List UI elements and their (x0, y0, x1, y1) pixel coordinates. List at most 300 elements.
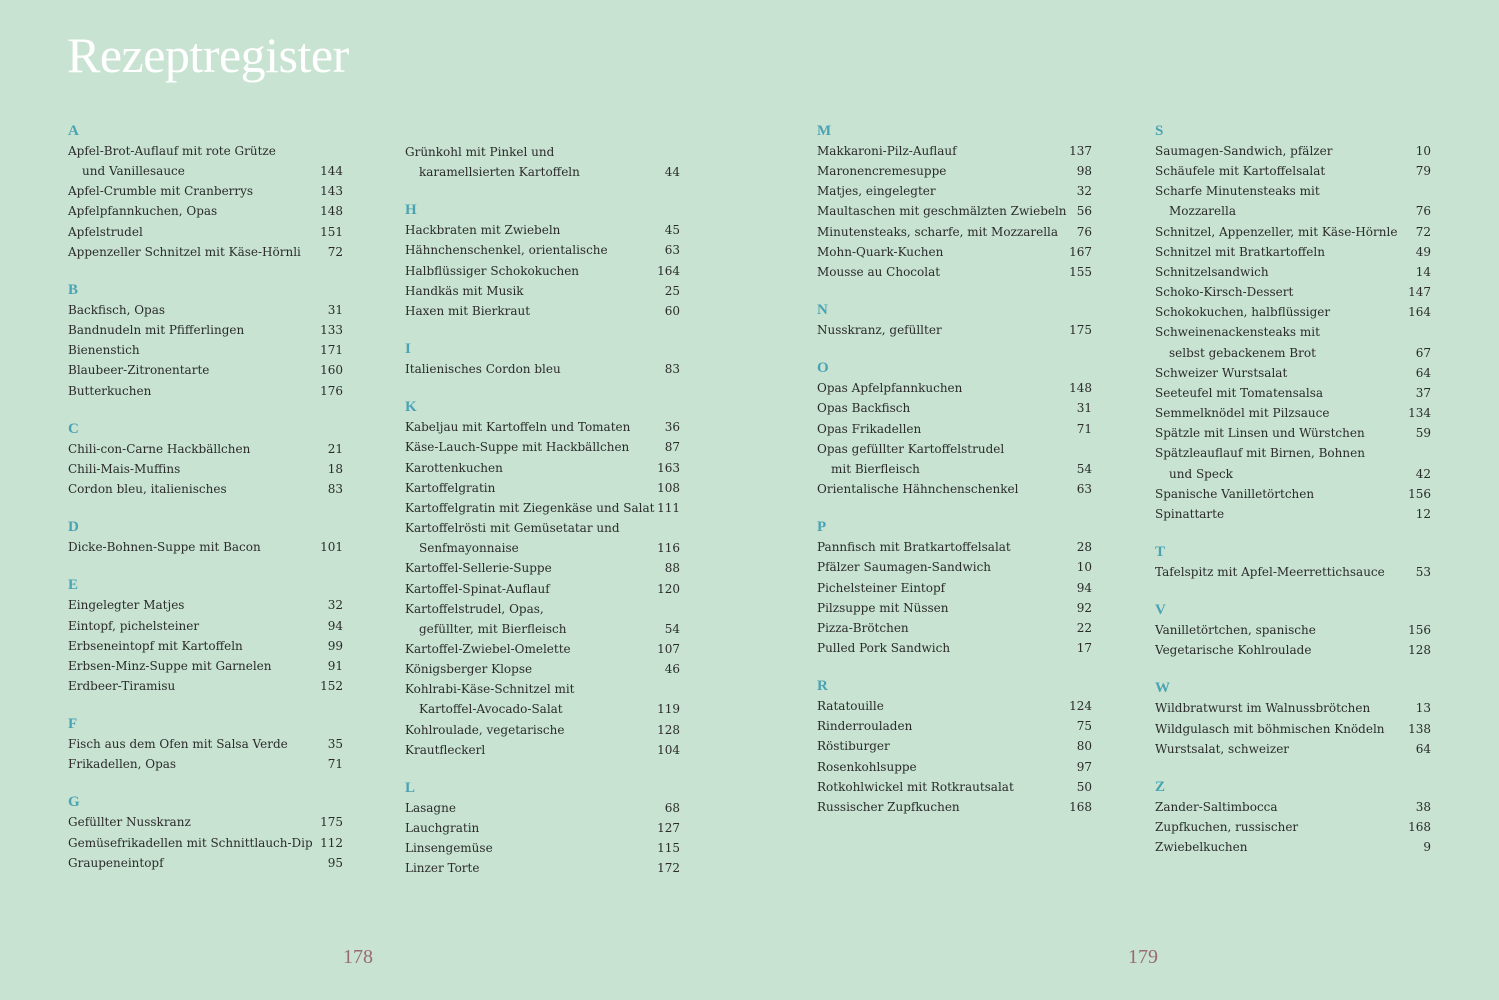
recipe-name: Hackbraten mit Zwiebeln (405, 223, 561, 238)
index-section (1155, 777, 1431, 857)
index-entry (1155, 719, 1431, 739)
recipe-name: Schweinenackensteaks mit (1155, 325, 1320, 340)
recipe-name: Kartoffelgratin mit Ziegenkäse und Salat (405, 500, 655, 515)
recipe-name-continued: Senfmayonnaise (419, 541, 519, 556)
page-reference: 83 (327, 482, 343, 497)
page-reference: 156 (1408, 623, 1431, 638)
recipe-name: Kartoffelstrudel, Opas, (405, 601, 544, 616)
page-reference: 72 (1415, 224, 1431, 239)
page-reference: 79 (1415, 164, 1431, 179)
recipe-name: Kartoffel-Sellerie-Suppe (405, 561, 552, 576)
index-entry (405, 858, 680, 878)
index-entry (405, 359, 680, 379)
index-entry (405, 558, 680, 578)
index-entry (68, 381, 343, 401)
index-entry (68, 853, 343, 873)
recipe-name: Kartoffel-Zwiebel-Omelette (405, 641, 571, 656)
recipe-name: Karottenkuchen (405, 460, 503, 475)
index-entry (1155, 282, 1431, 302)
index-entry (1155, 363, 1431, 383)
recipe-name: Schweizer Wurstsalat (1155, 365, 1288, 380)
page-reference: 164 (1408, 305, 1431, 320)
index-entry (68, 734, 343, 754)
recipe-name: Erbsen-Minz-Suppe mit Garnelen (68, 658, 272, 673)
index-entry (1155, 141, 1431, 161)
index-section (68, 575, 343, 696)
page-reference: 91 (327, 658, 343, 673)
recipe-name: Lasagne (405, 800, 456, 815)
index-entry (68, 459, 343, 479)
page-reference: 10 (1076, 560, 1092, 575)
index-entry (817, 419, 1092, 439)
page-reference: 13 (1415, 701, 1431, 716)
recipe-name: Pulled Pork Sandwich (817, 640, 951, 655)
recipe-name: Backfisch, Opas (68, 302, 166, 317)
page-title: Rezeptregister (67, 27, 349, 83)
index-entry (1155, 262, 1431, 282)
page-reference: 127 (657, 821, 680, 836)
recipe-name: Grünkohl mit Pinkel und (405, 145, 555, 159)
index-entry (405, 261, 680, 281)
page-reference: 42 (1415, 466, 1431, 481)
page-reference: 171 (320, 343, 343, 358)
page-reference: 147 (1408, 285, 1431, 300)
index-section (68, 280, 343, 401)
page-reference: 144 (320, 164, 343, 179)
recipe-name: Bandnudeln mit Pfifferlingen (68, 323, 245, 338)
page-reference: 54 (664, 621, 680, 636)
recipe-name: Linsengemüse (405, 841, 493, 856)
section-letter: V (1155, 602, 1166, 619)
recipe-name: Apfel-Crumble mit Cranberrys (68, 184, 254, 199)
recipe-name: Wildgulasch mit böhmischen Knödeln (1155, 721, 1385, 736)
recipe-name: Spätzleauflauf mit Birnen, Bohnen (1155, 446, 1365, 461)
section-letter: L (405, 779, 416, 796)
recipe-name: Kabeljau mit Kartoffeln und Tomaten (405, 420, 631, 435)
recipe-name: Russischer Zupfkuchen (817, 799, 960, 814)
page-reference: 133 (320, 323, 343, 338)
section-letter: E (68, 577, 79, 594)
index-entry (68, 340, 343, 360)
page-reference: 83 (664, 362, 680, 377)
page-reference: 36 (664, 420, 680, 435)
section-letter: M (817, 123, 832, 139)
recipe-name: Pizza-Brötchen (817, 620, 909, 635)
page-reference: 68 (664, 800, 680, 815)
page-reference: 25 (664, 283, 680, 298)
index-section (405, 397, 680, 760)
recipe-name: Spätzle mit Linsen und Würstchen (1155, 426, 1365, 441)
recipe-name: Opas Frikadellen (817, 421, 922, 436)
page-reference: 120 (657, 581, 680, 596)
recipe-name: Vanilletörtchen, spanische (1155, 623, 1316, 638)
page-reference: 175 (1069, 323, 1092, 338)
index-section (1155, 678, 1431, 758)
page-number-right: 179 (1128, 946, 1158, 968)
index-entry (817, 797, 1092, 817)
recipe-name: Zupfkuchen, russischer (1155, 820, 1299, 835)
recipe-name: Linzer Torte (405, 861, 480, 876)
page-reference: 94 (327, 618, 343, 633)
page-reference: 37 (1415, 385, 1431, 400)
recipe-name-continued: gefüllter, mit Bierfleisch (419, 621, 567, 636)
recipe-name: Eingelegter Matjes (68, 598, 185, 613)
recipe-name: Eintopf, pichelsteiner (68, 618, 200, 633)
index-entry (405, 437, 680, 457)
page-reference: 164 (657, 263, 680, 278)
page-reference: 75 (1076, 719, 1092, 734)
section-letter: A (68, 123, 79, 139)
index-entry (1155, 403, 1431, 423)
index-section (405, 339, 680, 379)
page-reference: 134 (1408, 406, 1431, 421)
recipe-name: Handkäs mit Musik (405, 283, 524, 298)
index-section (1155, 121, 1431, 524)
index-entry (817, 161, 1092, 181)
index-entry (68, 754, 343, 774)
index-entry (405, 518, 680, 558)
recipe-name: Zwiebelkuchen (1155, 840, 1248, 855)
index-entry (817, 439, 1092, 479)
page-reference: 112 (320, 835, 343, 850)
index-entry (817, 479, 1092, 499)
index-entry (405, 818, 680, 838)
index-section (817, 121, 1092, 282)
section-letter: C (68, 420, 79, 437)
index-entry (68, 833, 343, 853)
index-entry (68, 656, 343, 676)
page-reference: 14 (1415, 264, 1431, 279)
page-reference: 64 (1415, 741, 1431, 756)
index-entry (817, 736, 1092, 756)
index-entry (405, 639, 680, 659)
recipe-name: Pilzsuppe mit Nüssen (817, 600, 949, 615)
index-entry (405, 740, 680, 760)
index-entry (405, 301, 680, 321)
page-number-left: 178 (343, 946, 373, 968)
recipe-name: Lauchgratin (405, 821, 480, 836)
recipe-name: Maultaschen mit geschmälzten Zwiebeln (817, 204, 1067, 219)
section-letter: H (405, 202, 417, 219)
recipe-name: Schäufele mit Kartoffelsalat (1155, 164, 1326, 179)
index-entry (405, 478, 680, 498)
index-entry (405, 579, 680, 599)
recipe-name: Ratatouille (817, 699, 884, 714)
recipe-name: Chili-Mais-Muffins (68, 461, 181, 476)
index-entry (1155, 322, 1431, 362)
page-reference: 167 (1069, 244, 1092, 259)
recipe-name: Schnitzel mit Bratkartoffeln (1155, 244, 1325, 259)
page-reference: 60 (664, 303, 680, 318)
section-letter: S (1155, 123, 1164, 139)
page-reference: 50 (1076, 779, 1092, 794)
index-entry (68, 676, 343, 696)
recipe-name-continued: karamellsierten Kartoffeln (419, 165, 580, 180)
recipe-name: Vegetarische Kohlroulade (1155, 643, 1312, 658)
section-letter: O (817, 360, 829, 377)
index-entry (68, 360, 343, 380)
page-reference: 94 (1076, 580, 1092, 595)
index-entry (68, 201, 343, 221)
index-entry (68, 636, 343, 656)
recipe-name: Schnitzel, Appenzeller, mit Käse-Hörnle (1155, 224, 1398, 239)
index-section (68, 714, 343, 774)
index-entry (405, 838, 680, 858)
page-reference: 12 (1415, 506, 1431, 521)
index-section (405, 142, 680, 182)
recipe-name: Saumagen-Sandwich, pfälzer (1155, 144, 1333, 158)
recipe-name: Zander-Saltimbocca (1155, 799, 1278, 814)
recipe-name: Appenzeller Schnitzel mit Käse-Hörnli (68, 244, 301, 259)
recipe-name: Cordon bleu, italienisches (68, 482, 227, 497)
index-entry (817, 320, 1092, 340)
page-reference: 148 (320, 204, 343, 219)
recipe-name: Opas Backfisch (817, 401, 911, 416)
page-reference: 148 (1069, 381, 1092, 396)
page-reference: 172 (657, 861, 680, 876)
recipe-name: Semmelknödel mit Pilzsauce (1155, 406, 1330, 421)
page-reference: 168 (1069, 799, 1092, 814)
recipe-name-continued: Kartoffel-Avocado-Salat (419, 702, 563, 717)
page-reference: 143 (320, 184, 343, 199)
index-entry (1155, 484, 1431, 504)
index-entry (68, 812, 343, 832)
page-reference: 10 (1415, 144, 1431, 158)
recipe-name: Erdbeer-Tiramisu (68, 678, 176, 693)
section-letter: B (68, 281, 79, 298)
section-letter: K (405, 399, 417, 416)
recipe-name: Opas Apfelpfannkuchen (817, 381, 963, 396)
section-letter: D (68, 519, 79, 536)
recipe-name: Graupeneintopf (68, 855, 164, 870)
page-reference: 155 (1069, 264, 1092, 279)
page-reference: 38 (1415, 799, 1431, 814)
page-reference: 137 (1069, 144, 1092, 158)
index-section (68, 517, 343, 557)
index-column-3 (817, 121, 1092, 835)
page-reference: 54 (1076, 461, 1092, 476)
section-letter: R (817, 678, 828, 695)
recipe-name: Fisch aus dem Ofen mit Salsa Verde (68, 737, 288, 752)
page-reference: 175 (320, 815, 343, 830)
page-reference: 87 (664, 440, 680, 455)
recipe-name: Chili-con-Carne Hackbällchen (68, 441, 251, 456)
index-entry (405, 240, 680, 260)
page-reference: 116 (657, 541, 680, 556)
index-entry (817, 557, 1092, 577)
index-section (817, 358, 1092, 499)
index-entry (1155, 443, 1431, 483)
recipe-name: Orientalische Hähnchenschenkel (817, 482, 1019, 497)
recipe-name: Mousse au Chocolat (817, 264, 941, 279)
index-entry (817, 537, 1092, 557)
recipe-name: Scharfe Minutensteaks mit (1155, 184, 1320, 199)
index-entry (817, 378, 1092, 398)
recipe-name: Pannfisch mit Bratkartoffelsalat (817, 540, 1011, 555)
page-reference: 32 (327, 598, 343, 613)
recipe-name: Käse-Lauch-Suppe mit Hackbällchen (405, 440, 630, 455)
index-entry (817, 777, 1092, 797)
page-reference: 99 (327, 638, 343, 653)
page-reference: 71 (1076, 421, 1092, 436)
recipe-name: Schoko-Kirsch-Dessert (1155, 285, 1294, 300)
page-reference: 95 (327, 855, 343, 870)
recipe-name: Gefüllter Nusskranz (68, 815, 191, 830)
recipe-name: Maronencremesuppe (817, 164, 947, 179)
recipe-name: Spinattarte (1155, 506, 1225, 521)
section-letter: P (817, 519, 827, 536)
recipe-name: Gemüsefrikadellen mit Schnittlauch-Dip (68, 835, 313, 850)
index-entry (817, 578, 1092, 598)
index-entry (817, 242, 1092, 262)
recipe-name-continued: und Vanillesauce (82, 164, 185, 179)
recipe-name: Italienisches Cordon bleu (405, 362, 561, 377)
index-entry (405, 220, 680, 240)
recipe-name: Rotkohlwickel mit Rotkrautsalat (817, 779, 1014, 794)
recipe-name: Erbseneintopf mit Kartoffeln (68, 638, 243, 653)
index-entry (405, 599, 680, 639)
index-entry (1155, 302, 1431, 322)
index-entry (817, 398, 1092, 418)
page-reference: 111 (657, 500, 680, 515)
recipe-name: Röstiburger (817, 739, 890, 754)
page-reference: 44 (664, 165, 680, 180)
index-entry (1155, 222, 1431, 242)
recipe-name: Apfel-Brot-Auflauf mit rote Grütze (68, 144, 276, 158)
recipe-name: Kohlroulade, vegetarische (405, 722, 565, 737)
page-reference: 151 (320, 224, 343, 239)
page-reference: 163 (657, 460, 680, 475)
recipe-name-continued: mit Bierfleisch (831, 461, 920, 476)
index-entry (68, 537, 343, 557)
page-reference: 124 (1069, 699, 1092, 714)
page-reference: 45 (664, 223, 680, 238)
page-reference: 88 (664, 561, 680, 576)
page-reference: 17 (1076, 640, 1092, 655)
index-entry (1155, 620, 1431, 640)
index-entry (68, 595, 343, 615)
page-reference: 35 (327, 737, 343, 752)
page-reference: 53 (1415, 564, 1431, 579)
recipe-name: Butterkuchen (68, 383, 152, 398)
recipe-name: Kartoffel-Spinat-Auflauf (405, 581, 550, 596)
index-entry (68, 300, 343, 320)
page-reference: 176 (320, 383, 343, 398)
index-entry (817, 618, 1092, 638)
recipe-name: Matjes, eingelegter (817, 184, 936, 199)
index-entry (405, 458, 680, 478)
page-reference: 119 (657, 702, 680, 717)
page-reference: 63 (1076, 482, 1092, 497)
recipe-name: Wildbratwurst im Walnussbrötchen (1155, 701, 1371, 716)
index-entry (405, 659, 680, 679)
index-entry (68, 616, 343, 636)
page-reference: 128 (657, 722, 680, 737)
index-entry (68, 242, 343, 262)
index-section (68, 792, 343, 872)
index-section (1155, 542, 1431, 582)
recipe-name: Nusskranz, gefüllter (817, 323, 942, 338)
recipe-name: Halbflüssiger Schokokuchen (405, 263, 580, 278)
index-column-2 (405, 121, 680, 897)
page-reference: 80 (1076, 739, 1092, 754)
recipe-name: Hähnchenschenkel, orientalische (405, 243, 608, 258)
recipe-name: Rosenkohlsuppe (817, 759, 917, 774)
index-entry (817, 716, 1092, 736)
recipe-name: Wurstsalat, schweizer (1155, 741, 1290, 756)
index-entry (405, 417, 680, 437)
recipe-name: Tafelspitz mit Apfel-Meerrettichsauce (1155, 564, 1385, 579)
recipe-name: Kohlrabi-Käse-Schnitzel mit (405, 682, 575, 697)
index-entry (1155, 817, 1431, 837)
recipe-name: Minutensteaks, scharfe, mit Mozzarella (817, 224, 1059, 239)
index-entry (1155, 161, 1431, 181)
index-entry (1155, 504, 1431, 524)
index-entry (405, 281, 680, 301)
page-reference: 21 (327, 441, 343, 456)
section-letter: F (68, 716, 78, 733)
index-section (817, 300, 1092, 340)
index-entry (1155, 739, 1431, 759)
page-reference: 115 (657, 841, 680, 856)
page-reference: 59 (1415, 426, 1431, 441)
index-entry (405, 720, 680, 740)
section-letter: W (1155, 680, 1170, 697)
recipe-name: Rinderrouladen (817, 719, 913, 734)
page-reference: 107 (657, 641, 680, 656)
recipe-name: Spanische Vanilletörtchen (1155, 486, 1315, 501)
index-section (405, 200, 680, 321)
page-reference: 76 (1415, 204, 1431, 219)
index-entry (68, 222, 343, 242)
index-column-4 (1155, 121, 1431, 875)
index-entry (68, 320, 343, 340)
index-entry (68, 479, 343, 499)
index-entry (405, 498, 680, 518)
index-entry (817, 181, 1092, 201)
index-entry (1155, 640, 1431, 660)
recipe-name: Kartoffelrösti mit Gemüsetatar und (405, 521, 620, 536)
recipe-name: Bienenstich (68, 343, 140, 358)
page-reference: 72 (327, 244, 343, 259)
index-entry (405, 679, 680, 719)
recipe-name: Haxen mit Bierkraut (405, 303, 531, 318)
recipe-name: Pichelsteiner Eintopf (817, 580, 946, 595)
page-reference: 128 (1408, 643, 1431, 658)
recipe-name: Blaubeer-Zitronentarte (68, 363, 210, 378)
index-section (68, 121, 343, 262)
page-reference: 63 (664, 243, 680, 258)
section-letter: N (817, 302, 828, 319)
section-letter: T (1155, 543, 1166, 560)
recipe-name: Schnitzelsandwich (1155, 264, 1269, 279)
section-letter: G (68, 794, 80, 811)
index-entry (817, 598, 1092, 618)
index-entry (1155, 181, 1431, 221)
page-reference: 22 (1076, 620, 1092, 635)
page-reference: 104 (657, 742, 680, 757)
index-entry (1155, 242, 1431, 262)
index-entry (817, 638, 1092, 658)
page-reference: 160 (320, 363, 343, 378)
page-reference: 156 (1408, 486, 1431, 501)
page-reference: 67 (1415, 345, 1431, 360)
recipe-name-continued: und Speck (1169, 466, 1233, 481)
section-letter: I (405, 341, 411, 358)
index-entry (68, 439, 343, 459)
index-entry (817, 262, 1092, 282)
page-reference: 56 (1076, 204, 1092, 219)
